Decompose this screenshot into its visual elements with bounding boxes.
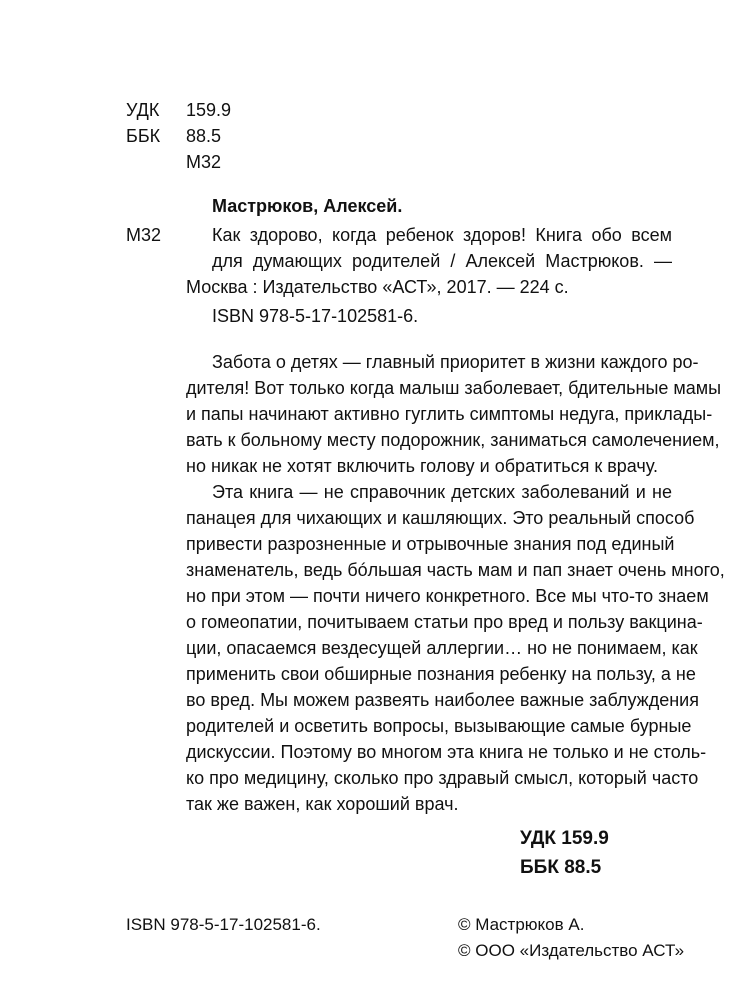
footer-isbn: ISBN 978-5-17-102581-6. [126,915,321,934]
annotation-line: о гомеопатии, почитываем статьи про вред и пользу вакцина- [186,612,703,632]
copyright-author: © Мастрюков А. [458,915,585,934]
annotation-line: знаменатель, ведь бóльшая часть мам и пап знает очень много, [186,560,725,580]
copyright-publisher: © ООО «Издательство АСТ» [458,941,685,960]
catalog-author: Мастрюков, Алексей. [212,196,403,216]
catalog-author-mark: М32 [126,225,162,245]
udk-bold: УДК 159.9 [520,828,609,849]
annotation-line: Эта книга — не справочник детских заболеваний и не [212,482,672,502]
annotation-line: ции, опасаемся вездесущей аллергии… но не понимаем, как [186,638,698,658]
catalog-description-line: Москва : Издательство «АСТ», 2017. — 224 с. [186,277,569,297]
annotation-line: панацея для чихающих и кашляющих. Это реальный способ [186,508,695,528]
author-mark: М32 [186,152,222,172]
catalog-description-line: Как здорово, когда ребенок здоров! Книга обо всем [212,225,672,245]
annotation-line: родителей и осветить вопросы, вызывающие самые бурные [186,716,692,736]
annotation-line: во вред. Мы можем развеять наиболее важные заблуждения [186,690,699,710]
bbk-bold: ББК 88.5 [520,857,602,878]
udk-label: УДК [126,100,160,120]
annotation-line: дителя! Вот только когда малыш заболевает, бдительные мамы [186,378,722,398]
annotation-line: но при этом — почти ничего конкретного. Все мы что-то знаем [186,586,709,606]
annotation-line: и папы начинают активно гуглить симптомы недуга, приклады- [186,404,713,424]
catalog-isbn: ISBN 978-5-17-102581-6. [212,306,419,326]
annotation-line: ко про медицину, сколько про здравый смысл, который часто [186,768,699,788]
bbk-value: 88.5 [186,126,222,146]
udk-value: 159.9 [186,100,232,120]
annotation-line: так же важен, как хороший врач. [186,794,459,814]
catalog-description-line: для думающих родителей / Алексей Мастрюков. — [212,251,672,271]
annotation-line: Забота о детях — главный приоритет в жизни каждого ро- [212,352,699,372]
annotation-line: но никак не хотят включить голову и обратиться к врачу. [186,456,658,476]
annotation-line: привести разрозненные и отрывочные знания под единый [186,534,675,554]
annotation-line: дискуссии. Поэтому во многом эта книга не только и не столь- [186,742,707,762]
annotation-line: вать к больному месту подорожник, заниматься самолечением, [186,430,720,450]
annotation-line: применить свои обширные познания ребенку на пользу, а не [186,664,696,684]
bbk-label: ББК [126,126,161,146]
